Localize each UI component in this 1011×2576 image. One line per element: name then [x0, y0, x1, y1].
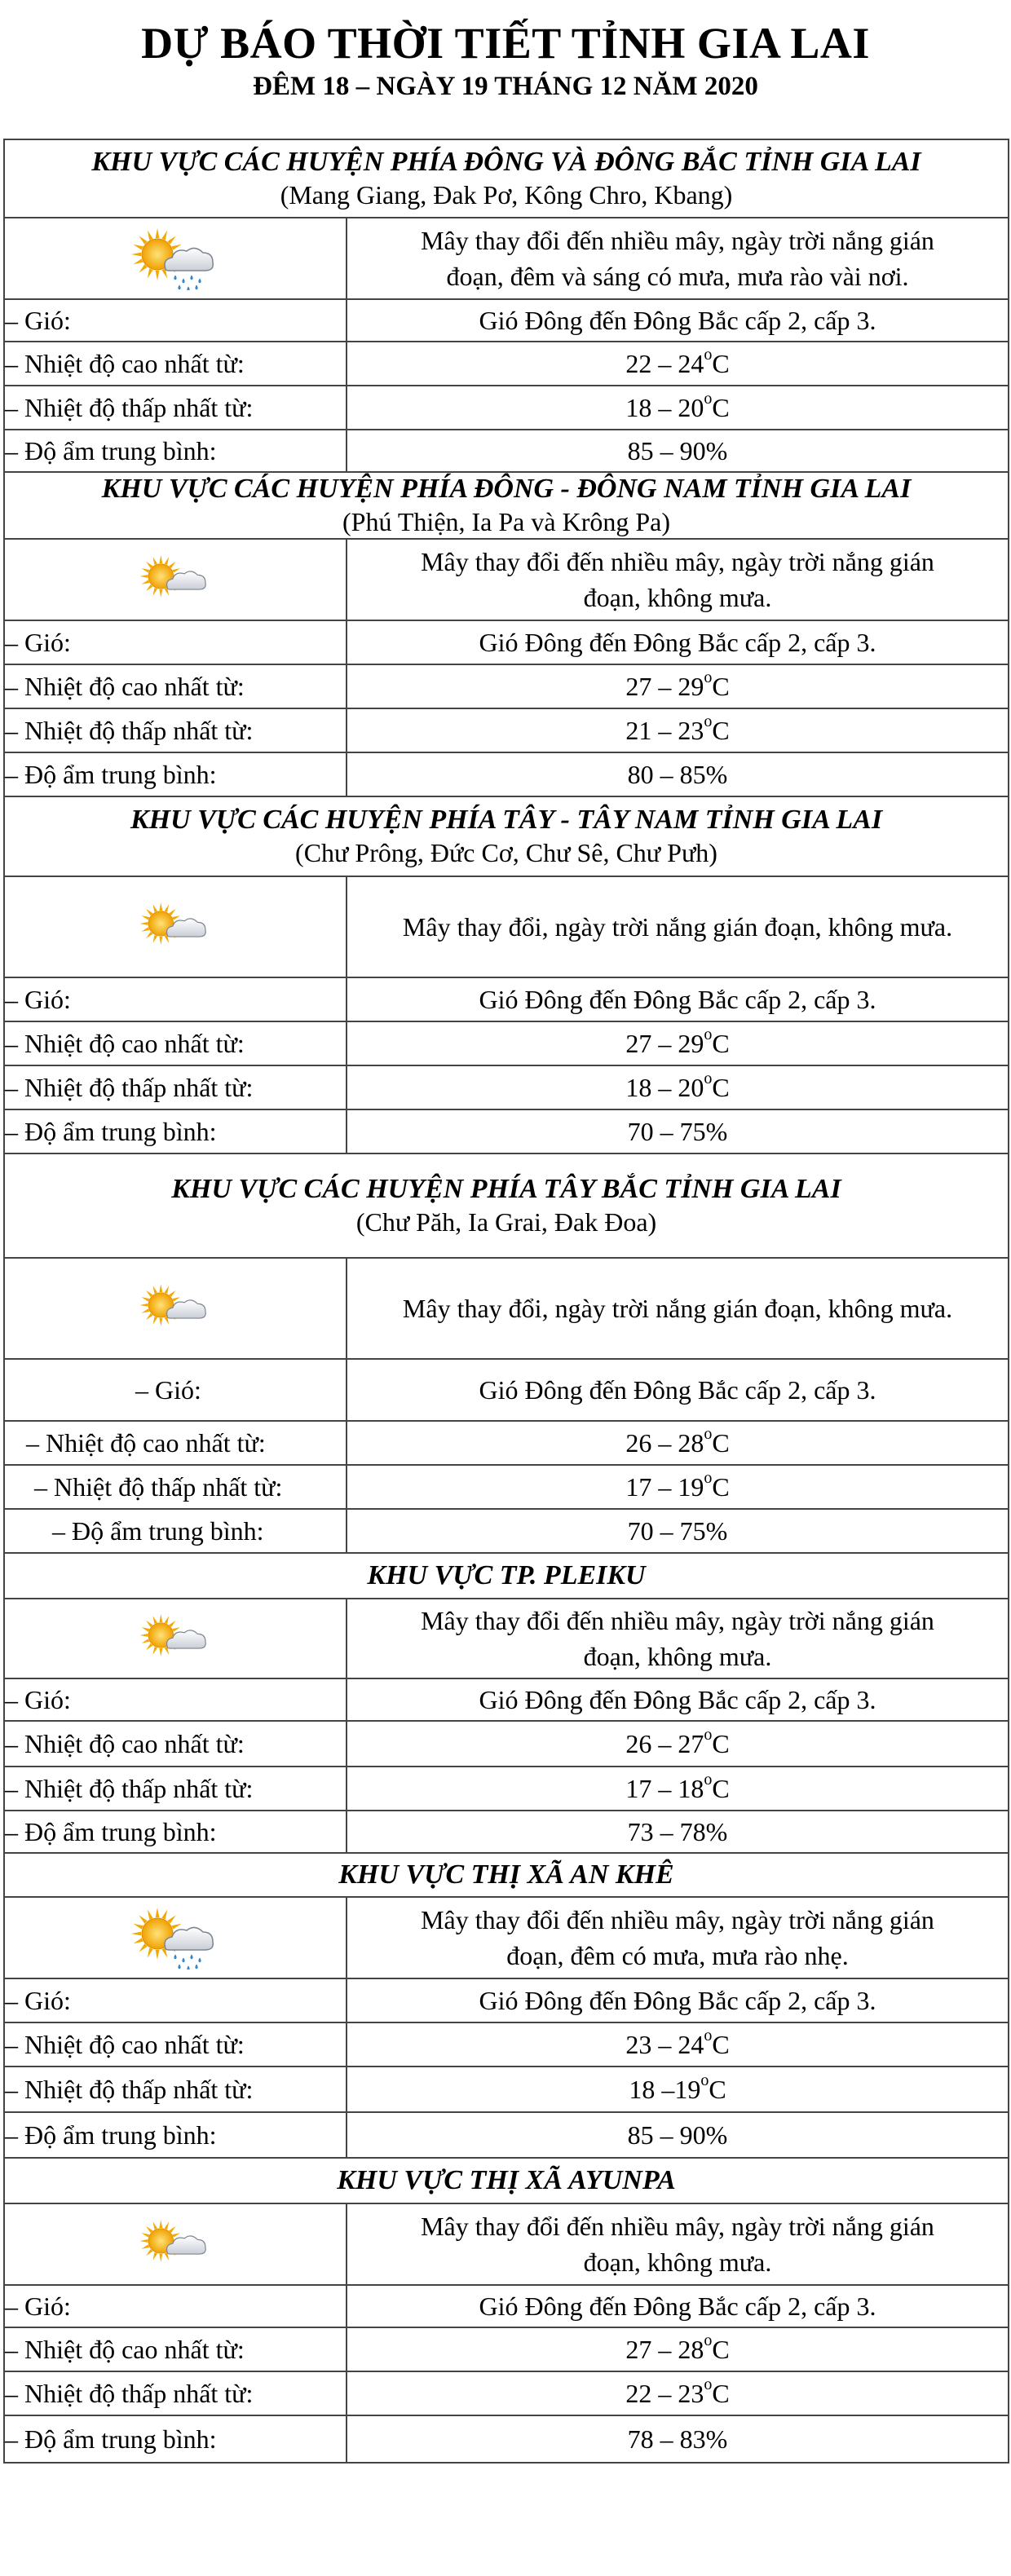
wind-value-text: Gió Đông đến Đông Bắc cấp 2, cấp 3.: [479, 305, 876, 335]
humidity-value: [347, 1811, 1009, 1853]
description-line: Mây thay đổi đến nhiều mây, ngày trời nắng gián: [421, 2212, 934, 2241]
region-header: [4, 796, 1009, 876]
humidity-row: [4, 1109, 1009, 1153]
description-line: đoạn, đêm có mưa, mưa rào nhẹ.: [506, 1941, 849, 1970]
description-line: Mây thay đổi, ngày trời nắng gián đoạn, không mưa.: [402, 1294, 953, 1323]
temperature-unit: C: [712, 1728, 730, 1758]
region-name: KHU VỰC CÁC HUYỆN PHÍA ĐÔNG VÀ ĐÔNG BẮC TỈNH GIA LAI: [91, 147, 921, 177]
max-temperature-value-text: 22 – 24: [625, 348, 704, 378]
wind-label: – Gió:: [4, 1978, 347, 2022]
temperature-unit: C: [712, 1028, 730, 1058]
max-temperature-row: [4, 2022, 1009, 2067]
humidity-value-text: 80 – 85%: [627, 759, 728, 789]
temperature-unit: C: [712, 1427, 730, 1458]
wind-row: [4, 977, 1009, 1021]
temperature-unit: C: [712, 2334, 730, 2364]
min-temperature-label: – Nhiệt độ thấp nhất từ:: [4, 1065, 347, 1109]
min-temperature-label: – Nhiệt độ thấp nhất từ:: [4, 708, 347, 752]
min-temperature-value: [347, 1465, 1009, 1509]
max-temperature-value: [347, 1421, 1009, 1465]
max-temperature-row: [4, 1421, 1009, 1465]
humidity-row: [4, 430, 1009, 472]
max-temperature-value: [347, 664, 1009, 708]
max-temperature-row: [4, 2327, 1009, 2371]
max-temperature-label: – Nhiệt độ cao nhất từ:: [4, 342, 347, 386]
min-temperature-label: – Nhiệt độ thấp nhất từ:: [4, 2067, 347, 2112]
sun-cloud-icon: [139, 1290, 212, 1320]
degree-symbol: o: [704, 2375, 713, 2393]
temperature-unit: C: [712, 348, 730, 378]
max-temperature-value-text: 26 – 27: [625, 1728, 704, 1758]
weather-icon-cell: [4, 1599, 347, 1678]
region-name: KHU VỰC THỊ XÃ AYUNPA: [337, 2165, 676, 2195]
max-temperature-value: [347, 1021, 1009, 1065]
max-temperature-value-text: 23 – 24: [625, 2029, 704, 2059]
region-header-row: [4, 139, 1009, 218]
region-districts: (Mang Giang, Đak Pơ, Kông Chro, Kbang): [280, 180, 733, 210]
weather-icon-cell: [4, 539, 347, 620]
weather-icon-cell: [4, 1258, 347, 1359]
temperature-unit: C: [712, 715, 730, 745]
region-header-row: [4, 1153, 1009, 1258]
min-temperature-value: [347, 2371, 1009, 2415]
humidity-row: [4, 2415, 1009, 2463]
weather-icon-cell: [4, 876, 347, 977]
region-header-row: [4, 1853, 1009, 1897]
region-header-row: [4, 796, 1009, 876]
wind-value: [347, 1978, 1009, 2022]
humidity-label: – Độ ẩm trung bình:: [4, 2415, 347, 2463]
weather-icon-cell: [4, 2203, 347, 2285]
region-name: KHU VỰC CÁC HUYỆN PHÍA ĐÔNG - ĐÔNG NAM TỈNH GIA LAI: [101, 474, 912, 504]
degree-symbol: o: [704, 2331, 713, 2349]
max-temperature-value-text: 26 – 28: [625, 1427, 704, 1458]
wind-row: [4, 2285, 1009, 2327]
forecast-table: [3, 139, 1009, 2464]
humidity-label: – Độ ẩm trung bình:: [4, 1811, 347, 1853]
min-temperature-value-text: 21 – 23: [625, 715, 704, 745]
min-temperature-row: [4, 1465, 1009, 1509]
degree-symbol: o: [704, 345, 713, 364]
max-temperature-label: – Nhiệt độ cao nhất từ:: [4, 2327, 347, 2371]
wind-label: – Gió:: [4, 977, 347, 1021]
degree-symbol: o: [704, 1725, 713, 1744]
page-subtitle: ĐÊM 18 – NGÀY 19 THÁNG 12 NĂM 2020: [253, 72, 758, 101]
weather-description: [347, 1258, 1009, 1359]
wind-row: [4, 1978, 1009, 2022]
weather-summary-row: [4, 2203, 1009, 2285]
sun-cloud-rain-icon: [130, 240, 221, 270]
min-temperature-label: – Nhiệt độ thấp nhất từ:: [4, 1767, 347, 1811]
max-temperature-label: – Nhiệt độ cao nhất từ:: [4, 2022, 347, 2067]
weather-summary-row: [4, 218, 1009, 299]
humidity-value-text: 70 – 75%: [627, 1116, 728, 1146]
humidity-row: [4, 1509, 1009, 1553]
min-temperature-value-text: 17 – 19: [625, 1471, 704, 1502]
min-temperature-value-text: 18 –19: [629, 2074, 701, 2104]
weather-summary-row: [4, 1599, 1009, 1678]
wind-row: [4, 299, 1009, 342]
humidity-value: [347, 430, 1009, 472]
wind-label: – Gió:: [4, 620, 347, 664]
max-temperature-label: – Nhiệt độ cao nhất từ:: [4, 1421, 347, 1465]
degree-symbol: o: [704, 1468, 713, 1487]
description-line: Mây thay đổi, ngày trời nắng gián đoạn, không mưa.: [402, 912, 953, 942]
humidity-value: [347, 2415, 1009, 2463]
max-temperature-row: [4, 1721, 1009, 1767]
page-title: DỰ BÁO THỜI TIẾT TỈNH GIA LAI: [141, 19, 870, 68]
weather-description: [347, 2203, 1009, 2285]
humidity-value: [347, 752, 1009, 796]
region-districts: (Chư Prông, Đức Cơ, Chư Sê, Chư Pưh): [295, 838, 717, 867]
min-temperature-label: – Nhiệt độ thấp nhất từ:: [4, 386, 347, 430]
min-temperature-label: – Nhiệt độ thấp nhất từ:: [4, 1465, 347, 1509]
max-temperature-row: [4, 342, 1009, 386]
max-temperature-label: – Nhiệt độ cao nhất từ:: [4, 664, 347, 708]
min-temperature-label: – Nhiệt độ thấp nhất từ:: [4, 2371, 347, 2415]
wind-row: [4, 620, 1009, 664]
max-temperature-value-text: 27 – 29: [625, 671, 704, 701]
max-temperature-value: [347, 342, 1009, 386]
max-temperature-value-text: 27 – 28: [625, 2334, 704, 2364]
description-line: đoạn, không mưa.: [583, 583, 772, 612]
degree-symbol: o: [704, 1424, 713, 1443]
weather-icon-cell: [4, 218, 347, 299]
humidity-row: [4, 1811, 1009, 1853]
weather-description: [347, 218, 1009, 299]
humidity-value-text: 78 – 83%: [627, 2424, 728, 2454]
description-line: đoạn, đêm và sáng có mưa, mưa rào vài nơi.: [446, 262, 909, 291]
wind-value: [347, 620, 1009, 664]
region-header: [4, 1153, 1009, 1258]
humidity-value-text: 85 – 90%: [627, 435, 728, 465]
min-temperature-row: [4, 1767, 1009, 1811]
min-temperature-value: [347, 386, 1009, 430]
humidity-label: – Độ ẩm trung bình:: [4, 1509, 347, 1553]
weather-description: [347, 1599, 1009, 1678]
wind-value-text: Gió Đông đến Đông Bắc cấp 2, cấp 3.: [479, 984, 876, 1014]
description-line: đoạn, không mưa.: [583, 2247, 772, 2277]
region-name: KHU VỰC CÁC HUYỆN PHÍA TÂY BẮC TỈNH GIA LAI: [171, 1174, 841, 1204]
degree-symbol: o: [704, 1770, 713, 1789]
humidity-label: – Độ ẩm trung bình:: [4, 1109, 347, 1153]
max-temperature-label: – Nhiệt độ cao nhất từ:: [4, 1721, 347, 1767]
wind-value-text: Gió Đông đến Đông Bắc cấp 2, cấp 3.: [479, 1985, 876, 2015]
region-header: [4, 139, 1009, 218]
region-districts: (Phú Thiện, Ia Pa và Krông Pa): [342, 507, 670, 536]
description-line: Mây thay đổi đến nhiều mây, ngày trời nắng gián: [421, 226, 934, 255]
weather-summary-row: [4, 876, 1009, 977]
sun-cloud-icon: [139, 1621, 212, 1650]
wind-value: [347, 977, 1009, 1021]
sun-cloud-icon: [139, 909, 212, 938]
max-temperature-row: [4, 664, 1009, 708]
description-line: đoạn, không mưa.: [583, 1642, 772, 1671]
max-temperature-value: [347, 2022, 1009, 2067]
weather-summary-row: [4, 1897, 1009, 1978]
min-temperature-row: [4, 2067, 1009, 2112]
wind-value: [347, 1359, 1009, 1421]
max-temperature-label: – Nhiệt độ cao nhất từ:: [4, 1021, 347, 1065]
wind-label: – Gió:: [4, 1359, 347, 1421]
region-name: KHU VỰC THỊ XÃ AN KHÊ: [338, 1859, 674, 1890]
temperature-unit: C: [712, 1773, 730, 1803]
sun-cloud-icon: [139, 2226, 212, 2256]
humidity-label: – Độ ẩm trung bình:: [4, 2112, 347, 2158]
wind-row: [4, 1678, 1009, 1721]
description-line: Mây thay đổi đến nhiều mây, ngày trời nắng gián: [421, 1905, 934, 1934]
wind-value: [347, 1678, 1009, 1721]
weather-description: [347, 876, 1009, 977]
wind-value-text: Gió Đông đến Đông Bắc cấp 2, cấp 3.: [479, 2291, 876, 2321]
temperature-unit: C: [712, 1471, 730, 1502]
humidity-label: – Độ ẩm trung bình:: [4, 752, 347, 796]
weather-description: [347, 1897, 1009, 1978]
temperature-unit: C: [712, 2378, 730, 2408]
humidity-row: [4, 2112, 1009, 2158]
min-temperature-value: [347, 1767, 1009, 1811]
weather-description: [347, 539, 1009, 620]
temperature-unit: C: [712, 2029, 730, 2059]
region-name: KHU VỰC TP. PLEIKU: [367, 1560, 646, 1590]
humidity-row: [4, 752, 1009, 796]
region-header-row: [4, 2158, 1009, 2203]
region-header: [4, 1853, 1009, 1897]
temperature-unit: C: [712, 671, 730, 701]
description-line: Mây thay đổi đến nhiều mây, ngày trời nắng gián: [421, 1606, 934, 1635]
degree-symbol: o: [704, 1069, 713, 1087]
min-temperature-value-text: 17 – 18: [625, 1773, 704, 1803]
wind-value-text: Gió Đông đến Đông Bắc cấp 2, cấp 3.: [479, 627, 876, 657]
degree-symbol: o: [700, 2071, 709, 2089]
region-header-row: [4, 472, 1009, 539]
degree-symbol: o: [704, 389, 713, 408]
wind-label: – Gió:: [4, 299, 347, 342]
degree-symbol: o: [704, 668, 713, 686]
min-temperature-row: [4, 2371, 1009, 2415]
min-temperature-row: [4, 386, 1009, 430]
weather-summary-row: [4, 1258, 1009, 1359]
min-temperature-row: [4, 708, 1009, 752]
wind-label: – Gió:: [4, 2285, 347, 2327]
description-line: Mây thay đổi đến nhiều mây, ngày trời nắng gián: [421, 547, 934, 576]
humidity-value: [347, 1509, 1009, 1553]
region-name: KHU VỰC CÁC HUYỆN PHÍA TÂY - TÂY NAM TỈNH GIA LAI: [130, 805, 883, 835]
wind-label: – Gió:: [4, 1678, 347, 1721]
degree-symbol: o: [704, 1025, 713, 1043]
region-header: [4, 1553, 1009, 1599]
temperature-unit: C: [712, 392, 730, 422]
max-temperature-row: [4, 1021, 1009, 1065]
wind-value-text: Gió Đông đến Đông Bắc cấp 2, cấp 3.: [479, 1684, 876, 1714]
max-temperature-value-text: 27 – 29: [625, 1028, 704, 1058]
min-temperature-value: [347, 2067, 1009, 2112]
region-districts: (Chư Păh, Ia Grai, Đak Đoa): [355, 1207, 657, 1237]
sun-cloud-rain-icon: [130, 1920, 221, 1949]
humidity-value-text: 70 – 75%: [627, 1515, 728, 1546]
min-temperature-value: [347, 708, 1009, 752]
min-temperature-value-text: 22 – 23: [625, 2378, 704, 2408]
degree-symbol: o: [704, 2026, 713, 2044]
weather-summary-row: [4, 539, 1009, 620]
region-header: [4, 2158, 1009, 2203]
sun-cloud-icon: [139, 562, 212, 591]
temperature-unit: C: [709, 2074, 726, 2104]
region-header: [4, 472, 1009, 539]
wind-value: [347, 299, 1009, 342]
wind-value-text: Gió Đông đến Đông Bắc cấp 2, cấp 3.: [479, 1374, 876, 1405]
max-temperature-value: [347, 1721, 1009, 1767]
min-temperature-value-text: 18 – 20: [625, 1072, 704, 1102]
temperature-unit: C: [712, 1072, 730, 1102]
humidity-value-text: 85 – 90%: [627, 2119, 728, 2150]
wind-row: [4, 1359, 1009, 1421]
degree-symbol: o: [704, 712, 713, 730]
max-temperature-value: [347, 2327, 1009, 2371]
humidity-value: [347, 1109, 1009, 1153]
region-header-row: [4, 1553, 1009, 1599]
min-temperature-value-text: 18 – 20: [625, 392, 704, 422]
min-temperature-row: [4, 1065, 1009, 1109]
weather-icon-cell: [4, 1897, 347, 1978]
humidity-value-text: 73 – 78%: [627, 1816, 728, 1846]
min-temperature-value: [347, 1065, 1009, 1109]
humidity-value: [347, 2112, 1009, 2158]
humidity-label: – Độ ẩm trung bình:: [4, 430, 347, 472]
wind-value: [347, 2285, 1009, 2327]
